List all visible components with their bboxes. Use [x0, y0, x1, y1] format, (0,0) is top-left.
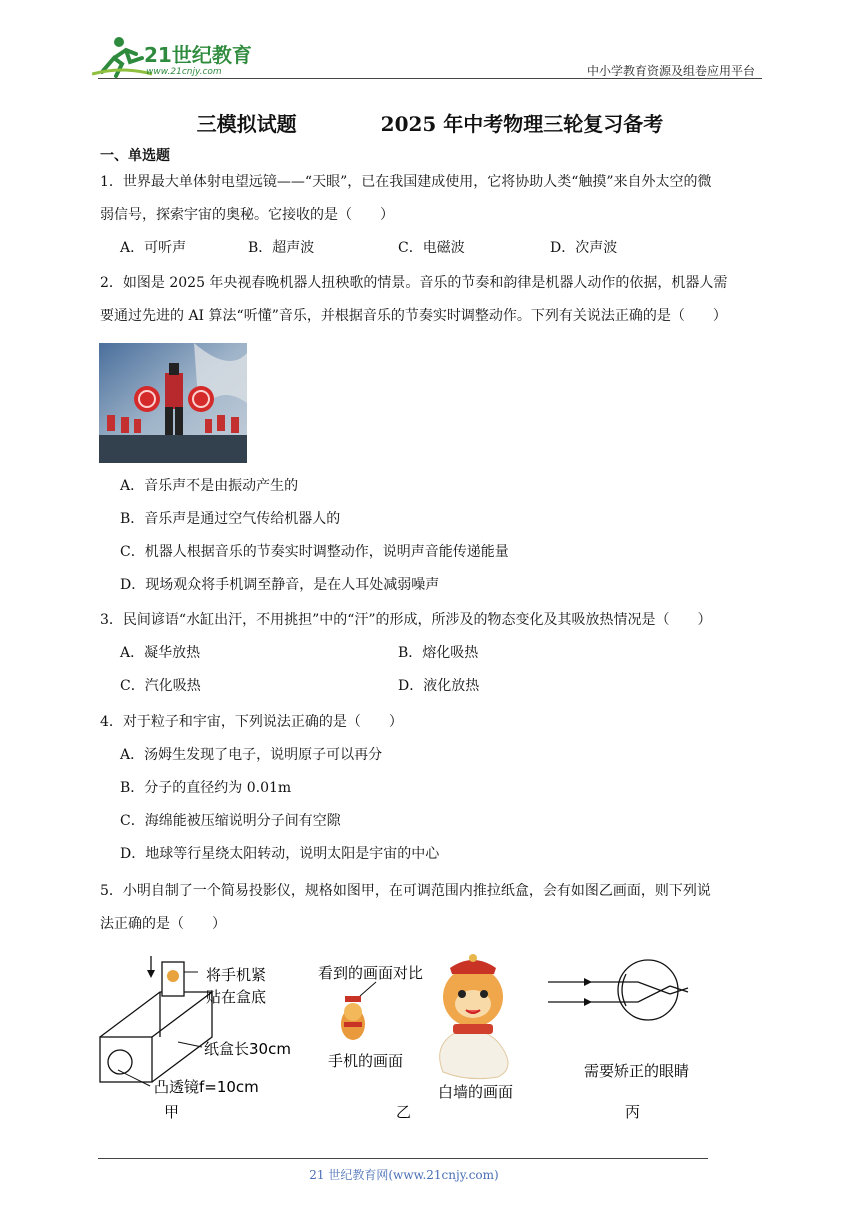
- option-a: A．凝华放热: [120, 645, 201, 661]
- option-c: C．汽化吸热: [120, 678, 201, 694]
- large-mascot-icon: [440, 954, 508, 1079]
- question-2-options: [100, 470, 768, 602]
- svg-text:21世纪教育: 21世纪教育: [144, 43, 252, 67]
- site-logo: [92, 36, 262, 78]
- option-a: A．可听声: [120, 240, 187, 256]
- title-left: 三模拟试题: [196, 112, 297, 136]
- svg-text:纸盒长30cm: 纸盒长30cm: [204, 1040, 291, 1058]
- svg-text:手机的画面: 手机的画面: [328, 1052, 404, 1070]
- option-b: B．分子的直径约为 0.01m: [120, 780, 292, 796]
- option-a: A．音乐声不是由振动产生的: [120, 478, 299, 494]
- option-c: C．机器人根据音乐的节奏实时调整动作，说明声音能传递能量: [120, 544, 509, 560]
- question-stem-line: 2．如图是 2025 年央视春晚机器人扭秧歌的情景。音乐的节奏和韵律是机器人动作的依据，机器人需: [100, 275, 728, 291]
- option-a: A．汤姆生发现了电子，说明原子可以再分: [120, 747, 383, 763]
- paper-box-diagram: [100, 962, 212, 1082]
- question-5: [100, 875, 768, 941]
- svg-text:需要矫正的眼睛: 需要矫正的眼睛: [584, 1062, 690, 1080]
- svg-text:贴在盒底: 贴在盒底: [206, 988, 267, 1006]
- option-b: B．超声波: [248, 240, 315, 256]
- option-c: C．电磁波: [398, 240, 465, 256]
- svg-text:白墙的画面: 白墙的画面: [438, 1083, 514, 1101]
- footer-link[interactable]: 21 世纪教育网(www.21cnjy.com): [309, 1168, 499, 1182]
- question-2: [100, 267, 768, 333]
- question-stem-line: 1．世界最大单体射电望远镜——“天眼”，已在我国建成使用，它将协助人类“触摸”来自外太空的微: [100, 174, 712, 190]
- svg-text:甲: 甲: [164, 1103, 180, 1121]
- question-stem-line: 4．对于粒子和宇宙，下列说法正确的是（ ）: [100, 714, 403, 730]
- eye-diagram: [548, 960, 688, 1020]
- section-title: 一、单选题: [100, 148, 170, 164]
- question-stem-line: 法正确的是（ ）: [100, 916, 226, 932]
- robot-dance-photo: [99, 343, 247, 463]
- question-1: [100, 166, 768, 265]
- question-stem-line: 要通过先进的 AI 算法“听懂”音乐，并根据音乐的节奏实时调整动作。下列有关说法正确的是（ ）: [100, 308, 727, 324]
- svg-text:看到的画面对比: 看到的画面对比: [318, 964, 424, 982]
- svg-text:www.21cnjy.com: www.21cnjy.com: [146, 67, 222, 77]
- page-title: [0, 108, 860, 137]
- svg-text:乙: 乙: [396, 1103, 412, 1121]
- svg-text:凸透镜f=10cm: 凸透镜f=10cm: [154, 1078, 259, 1096]
- small-mascot-icon: [341, 996, 365, 1040]
- svg-text:丙: 丙: [625, 1103, 641, 1121]
- footer-divider: [98, 1158, 708, 1159]
- phone-fox-icon: [167, 970, 179, 982]
- question-4: [100, 706, 768, 871]
- option-d: D．液化放热: [398, 678, 480, 694]
- option-b: B．熔化吸热: [398, 645, 479, 661]
- question-stem-line: 3．民间谚语“水缸出汗，不用挑担”中的“汗”的形成，所涉及的物态变化及其吸放热情况是（ ）: [100, 612, 712, 628]
- title-right: 2025 年中考物理三轮复习备考: [380, 112, 664, 136]
- runner-logo-icon: [92, 37, 152, 76]
- option-c: C．海绵能被压缩说明分子间有空隙: [120, 813, 341, 829]
- question-stem-line: 5．小明自制了一个简易投影仪，规格如图甲，在可调范围内推拉纸盒，会有如图乙画面，则下列说: [100, 883, 711, 899]
- option-d: D．地球等行星绕太阳转动，说明太阳是宇宙的中心: [120, 846, 440, 862]
- question-3: [100, 604, 768, 703]
- projector-figure: [98, 952, 738, 1127]
- svg-text:将手机紧: 将手机紧: [206, 966, 267, 984]
- option-d: D．次声波: [550, 240, 618, 256]
- option-b: B．音乐声是通过空气传给机器人的: [120, 511, 341, 527]
- option-d: D．现场观众将手机调至静音，是在人耳处减弱噪声: [120, 577, 440, 593]
- header-divider: [98, 78, 762, 79]
- platform-label: 中小学教育资源及组卷应用平台: [586, 64, 755, 78]
- question-stem-line: 弱信号，探索宇宙的奥秘。它接收的是（ ）: [100, 207, 394, 223]
